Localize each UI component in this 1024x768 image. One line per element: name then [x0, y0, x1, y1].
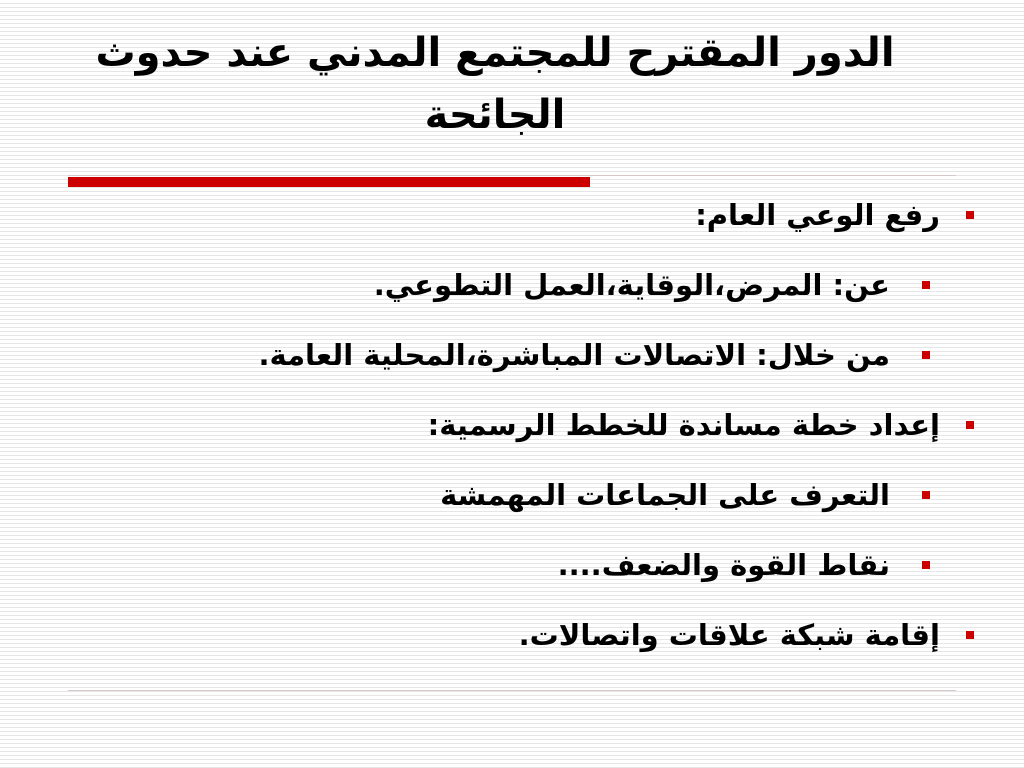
- bullet-text: من خلال: الاتصالات المباشرة،المحلية العامة.: [258, 338, 890, 372]
- square-bullet-icon: [966, 631, 974, 639]
- square-bullet-icon: [922, 281, 930, 289]
- sub-bullet-item: [100, 320, 990, 390]
- sub-bullet-item: [100, 250, 990, 320]
- bullet-text: إعداد خطة مساندة للخطط الرسمية:: [427, 408, 940, 442]
- bullet-text: رفع الوعي العام:: [695, 198, 940, 232]
- sub-bullet-item: [100, 530, 990, 600]
- bullet-item: [100, 180, 990, 250]
- bullet-text: التعرف على الجماعات المهمشة: [440, 478, 890, 512]
- square-bullet-icon: [922, 351, 930, 359]
- square-bullet-icon: [922, 491, 930, 499]
- title-divider-line: [68, 175, 956, 176]
- square-bullet-icon: [966, 211, 974, 219]
- bullet-text: إقامة شبكة علاقات واتصالات.: [518, 618, 940, 652]
- bullet-item: [100, 390, 990, 460]
- footer-divider-line: [68, 690, 956, 691]
- bullet-text: نقاط القوة والضعف....: [557, 548, 890, 582]
- bullet-text: عن: المرض،الوقاية،العمل التطوعي.: [373, 268, 890, 302]
- square-bullet-icon: [922, 561, 930, 569]
- bullet-item: [100, 600, 990, 670]
- square-bullet-icon: [966, 421, 974, 429]
- slide-title: الدور المقترح للمجتمع المدني عند حدوث الجائحة: [95, 30, 895, 138]
- sub-bullet-item: [100, 460, 990, 530]
- bullet-list: [100, 180, 990, 670]
